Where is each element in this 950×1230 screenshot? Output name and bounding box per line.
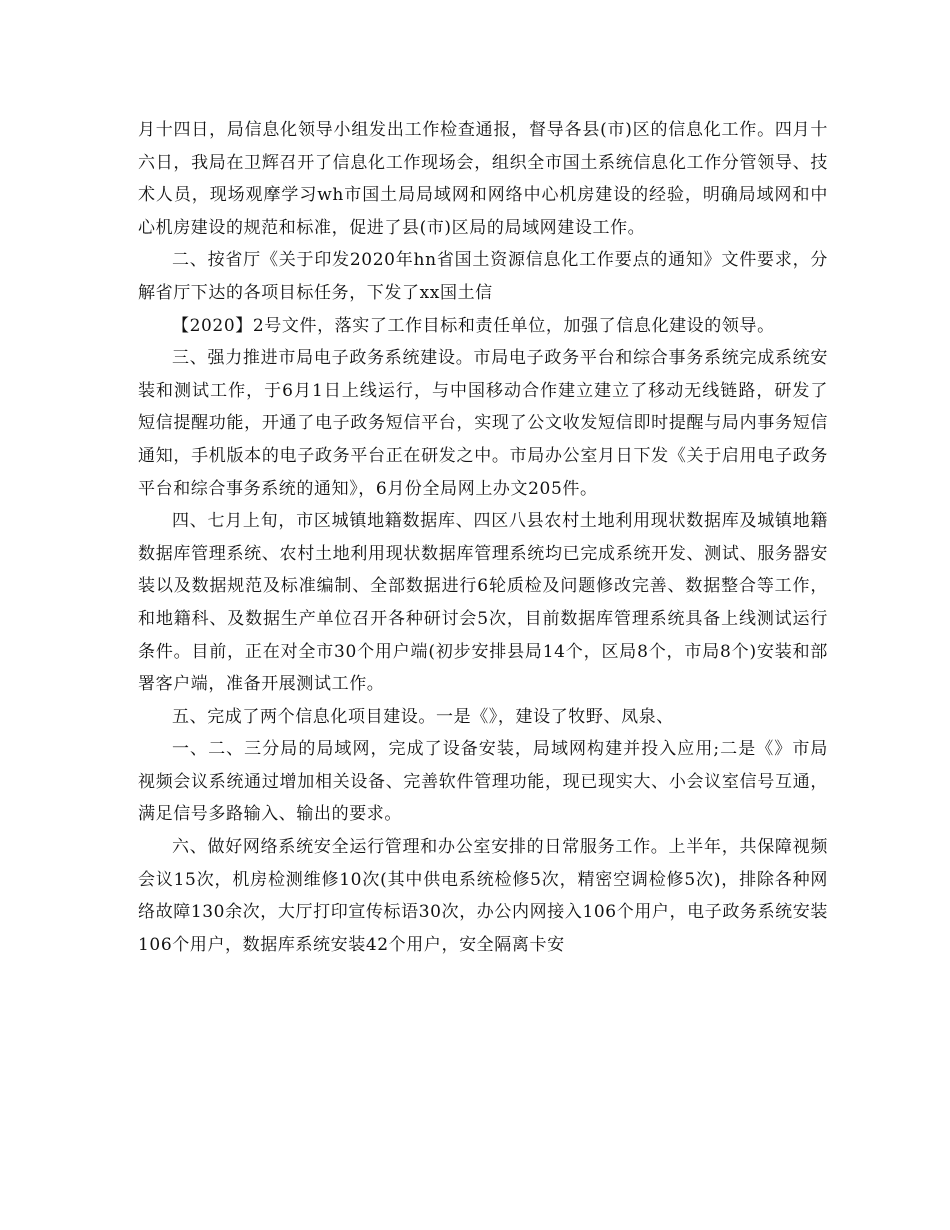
paragraph-4: 三、强力推进市局电子政务系统建设。市局电子政务平台和综合事务系统完成系统安装和测试工作，于6月1日上线运行，与中国移动合作建立建立了移动无线链路，研发了短信提醒功能，开通了电子政务短信平台，实现了公文收发短信即时提醒与局内事务短信通知，手机版本的电子政务平台正在研发之中。市局办公室月日下发《关于启用电子政务平台和综合事务系统的通知》，6月份全局网上办文205件。 (138, 348, 828, 499)
paragraph-6: 五、完成了两个信息化项目建设。一是《》，建设了牧野、凤泉、 (172, 706, 674, 727)
paragraph-8: 六、做好网络系统安全运行管理和办公室安排的日常服务工作。上半年，共保障视频会议15次，机房检测维修10次(其中供电系统检修5次，精密空调检修5次)，排除各种网络故障130余次，大厅打印宣传标语30次，办公内网接入106个用户，电子政务系统安装106个用户，数据库系统安装42个用户，安全隔离卡安 (138, 837, 828, 955)
paragraph-7: 一、二、三分局的局域网，完成了设备安装，局域网构建并投入应用;二是《》市局视频会议系统通过增加相关设备、完善软件管理功能，现已现实大、小会议室信号互通，满足信号多路输入、输出的要求。 (138, 739, 828, 825)
paragraph-5: 四、七月上旬，市区城镇地籍数据库、四区八县农村土地利用现状数据库及城镇地籍数据库管理系统、农村土地利用现状数据库管理系统均已完成系统开发、测试、服务器安装以及数据规范及标准编制、全部数据进行6轮质检及问题修改完善、数据整合等工作，和地籍科、及数据生产单位召开各种研讨会5次，目前数据库管理系统具备上线测试运行条件。目前，正在对全市30个用户端(初步安排县局14个，区局8个，市局8个)安装和部署客户端，准备开展测试工作。 (138, 511, 828, 695)
paragraph-2: 二、按省厅《关于印发2020年hn省国土资源信息化工作要点的通知》文件要求，分解省厅下达的各项目标任务，下发了xx国土信 (138, 250, 828, 303)
paragraph-1: 月十四日，局信息化领导小组发出工作检查通报，督导各县(市)区的信息化工作。四月十六日，我局在卫辉召开了信息化工作现场会，组织全市国土系统信息化工作分管领导、技术人员，现场观摩学习wh市国土局局域网和网络中心机房建设的经验，明确局域网和中心机房建设的规范和标准，促进了县(市)区局的局域网建设工作。 (138, 120, 828, 238)
document-body (138, 114, 828, 961)
paragraph-3: 【2020】2号文件，落实了工作目标和责任单位，加强了信息化建设的领导。 (172, 315, 775, 336)
